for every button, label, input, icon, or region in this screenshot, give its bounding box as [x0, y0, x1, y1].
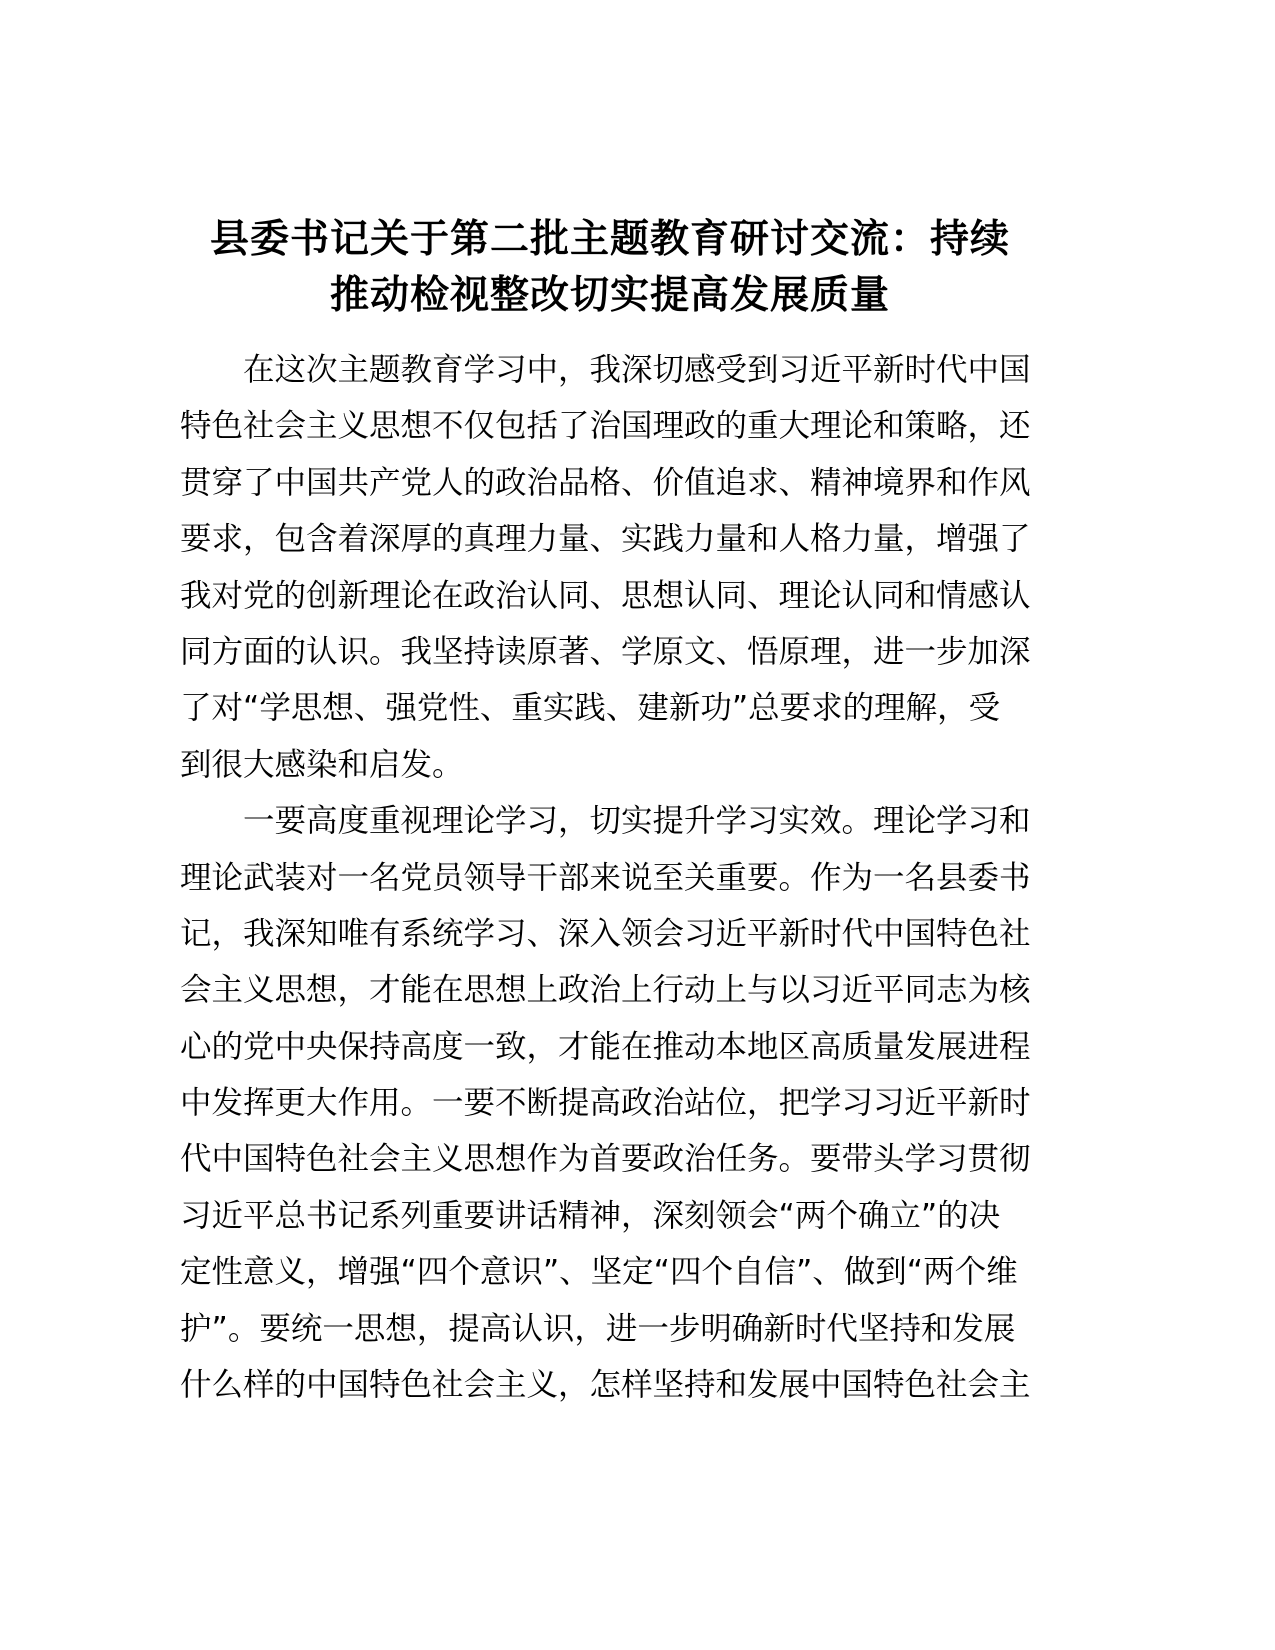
- paragraph-1: [180, 342, 1040, 793]
- paragraph-line: 心的党中央保持高度一致，才能在推动本地区高质量发展进程: [180, 1028, 1031, 1065]
- paragraph-line: 我对党的创新理论在政治认同、思想认同、理论认同和情感认: [180, 577, 1031, 614]
- paragraph-line: 要求，包含着深厚的真理力量、实践力量和人格力量，增强了: [180, 521, 1031, 558]
- paragraph-line: 到很大感染和启发。: [180, 746, 464, 783]
- paragraph-line: 会主义思想，才能在思想上政治上行动上与以习近平同志为核: [180, 972, 1031, 1009]
- paragraph-line: 记，我深知唯有系统学习、深入领会习近平新时代中国特色社: [180, 915, 1031, 952]
- paragraph-line: 一要高度重视理论学习，切实提升学习实效。理论学习和: [243, 803, 1031, 840]
- paragraph-line: 代中国特色社会主义思想作为首要政治任务。要带头学习贯彻: [180, 1141, 1031, 1178]
- paragraph-line: 同方面的认识。我坚持读原著、学原文、悟原理，进一步加深: [180, 633, 1031, 670]
- paragraph-2: [180, 793, 1040, 1413]
- paragraph-line: 什么样的中国特色社会主义，怎样坚持和发展中国特色社会主: [180, 1367, 1031, 1404]
- paragraph-line: 特色社会主义思想不仅包括了治国理政的重大理论和策略，还: [180, 408, 1031, 445]
- title-line: 县委书记关于第二批主题教育研讨交流：持续: [209, 217, 1010, 262]
- paragraph-line: 了对“学思想、强党性、重实践、建新功”总要求的理解，受: [180, 690, 1001, 727]
- paragraph-line: 定性意义，增强“四个意识”、坚定“四个自信”、做到“两个维: [180, 1254, 1018, 1291]
- paragraph-line: 习近平总书记系列重要讲话精神，深刻领会“两个确立”的决: [180, 1197, 1001, 1234]
- paragraph-line: 理论武装对一名党员领导干部来说至关重要。作为一名县委书: [180, 859, 1031, 896]
- paragraph-line: 中发挥更大作用。一要不断提高政治站位，把学习习近平新时: [180, 1085, 1031, 1122]
- document-title: [180, 212, 1040, 324]
- document-body: [180, 342, 1040, 1413]
- paragraph-line: 护”。要统一思想，提高认识，进一步明确新时代坚持和发展: [180, 1310, 1016, 1347]
- paragraph-line: 在这次主题教育学习中，我深切感受到习近平新时代中国: [243, 352, 1031, 388]
- paragraph-line: 贯穿了中国共产党人的政治品格、价值追求、精神境界和作风: [180, 464, 1031, 501]
- title-line: 推动检视整改切实提高发展质量: [329, 273, 890, 318]
